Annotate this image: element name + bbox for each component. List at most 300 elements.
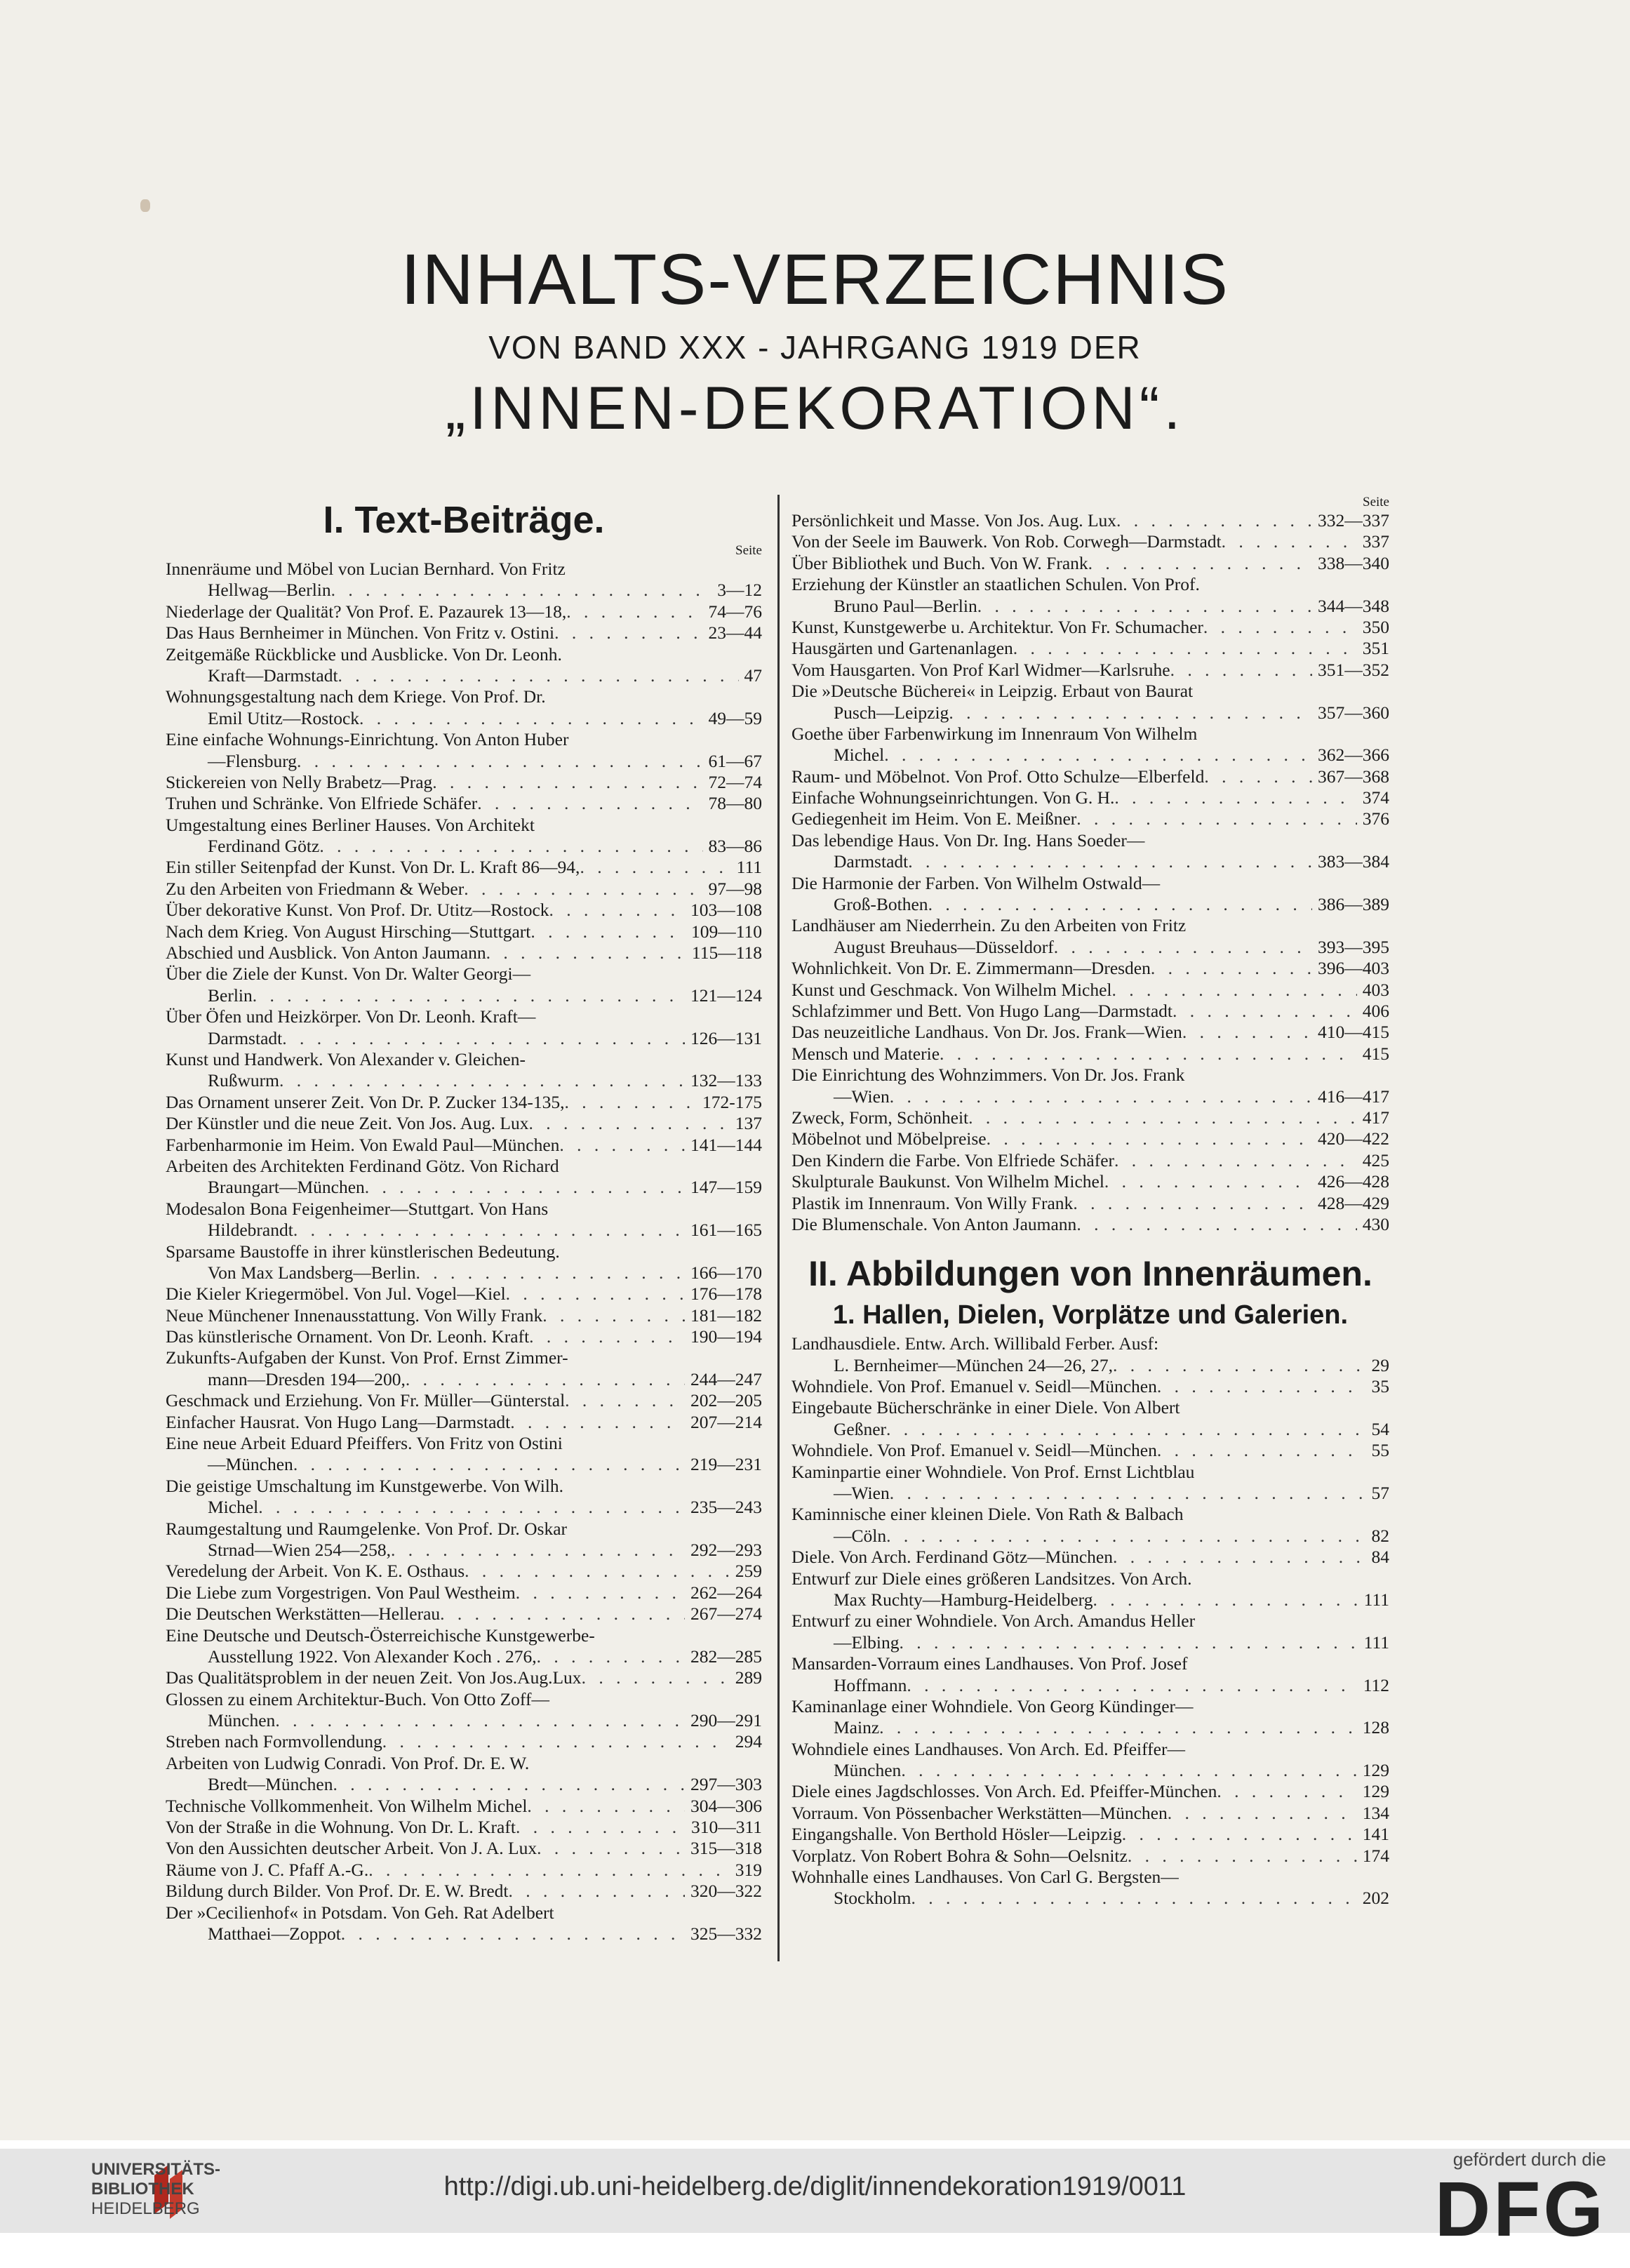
toc-entry — [791, 1001, 1389, 1022]
dot-leader — [879, 1717, 1357, 1738]
toc-entry-text: Goethe über Farbenwirkung im Innenraum Von Wilhelm — [791, 723, 1198, 744]
dot-leader — [527, 1796, 685, 1817]
toc-line — [791, 1376, 1389, 1397]
toc-entry-text: Über Bibliothek und Buch. Von W. Frank — [791, 552, 1088, 573]
toc-page-number: 72—74 — [708, 771, 762, 792]
toc-line — [791, 1128, 1389, 1149]
toc-entry-text: Hausgärten und Gartenanlagen — [791, 638, 1013, 659]
toc-entry — [791, 1547, 1389, 1568]
dot-leader — [331, 580, 712, 601]
toc-entry-text: Umgestaltung eines Berliner Hauses. Von Architekt — [166, 814, 535, 835]
dot-leader — [368, 1860, 730, 1881]
toc-entry-text: Einfacher Hausrat. Von Hugo Lang—Darmstadt — [166, 1411, 511, 1432]
dot-leader — [406, 1369, 685, 1390]
toc-entry-text: Michel — [834, 745, 885, 766]
toc-entry — [791, 660, 1389, 681]
toc-page-number: 54 — [1371, 1418, 1389, 1439]
section-heading-text: I. Text-Beiträge. — [323, 499, 605, 541]
dot-leader — [1113, 1547, 1366, 1568]
toc-entry-text: Wohnhalle eines Landhauses. Von Carl G. Bergsten— — [791, 1867, 1179, 1888]
dot-leader — [1157, 1376, 1366, 1397]
toc-entry-text: Darmstadt — [208, 1027, 283, 1048]
toc-page-number: 351 — [1362, 638, 1389, 659]
toc-line — [166, 1241, 762, 1262]
toc-entry — [166, 1817, 762, 1838]
toc-entry-text: Vorplatz. Von Robert Bohra & Sohn—Oelsnitz — [791, 1845, 1128, 1866]
dot-leader — [901, 1760, 1356, 1781]
dot-leader — [565, 1390, 685, 1411]
toc-page-number: 386—389 — [1318, 894, 1389, 915]
toc-entry-text: Technische Vollkommenheit. Von Wilhelm Michel — [166, 1795, 528, 1816]
toc-line — [791, 1397, 1389, 1418]
toc-line — [791, 1214, 1389, 1235]
toc-line — [166, 942, 762, 963]
toc-line — [791, 1568, 1389, 1589]
toc-entry-text: Truhen und Schränke. Von Elfriede Schäfer — [166, 793, 478, 814]
toc-page-number: 294 — [735, 1731, 762, 1752]
toc-entry — [166, 1476, 762, 1519]
toc-entry-text: Zeitgemäße Rückblicke und Ausblicke. Von Dr. Leonh. — [166, 643, 562, 665]
toc-entry-text: Kunst und Handwerk. Von Alexander v. Gleichen- — [166, 1048, 526, 1069]
toc-line — [166, 1092, 762, 1113]
toc-line — [791, 1193, 1389, 1214]
page-title-block — [0, 237, 1630, 445]
dot-leader — [549, 900, 685, 921]
toc-entry-text: Wohnlichkeit. Von Dr. E. Zimmermann—Dresden — [791, 958, 1151, 979]
toc-entry-text: —Cöln — [834, 1525, 887, 1546]
toc-entry-text: Die »Deutsche Bücherei« in Leipzig. Erbaut von Baurat — [791, 681, 1194, 702]
toc-entry — [791, 1803, 1389, 1824]
toc-entry-text: Ferdinand Götz — [208, 836, 320, 857]
toc-entry-text: Räume von J. C. Pfaff A.-G. — [166, 1859, 369, 1880]
toc-entry — [166, 729, 762, 772]
toc-entry-text: Geßner — [834, 1418, 887, 1439]
toc-line — [166, 1902, 762, 1923]
toc-entry — [166, 921, 762, 942]
toc-line — [791, 510, 1389, 531]
toc-entry — [791, 1568, 1389, 1611]
dot-leader — [1128, 1846, 1357, 1867]
toc-page-number: 49—59 — [708, 707, 762, 728]
toc-line — [166, 1135, 762, 1156]
dot-leader — [582, 1667, 730, 1688]
toc-entry — [791, 1653, 1389, 1696]
toc-entry-text: Streben nach Formvollendung — [166, 1731, 382, 1752]
toc-entry-text: Kaminanlage einer Wohndiele. Von Georg Kündinger— — [791, 1695, 1194, 1716]
toc-entry — [166, 559, 762, 601]
toc-entry-text: Farbenharmonie im Heim. Von Ewald Paul—München — [166, 1134, 560, 1155]
toc-entry — [166, 1241, 762, 1284]
toc-entry-text: Das künstlerische Ornament. Von Dr. Leonh. Kraft — [166, 1326, 530, 1347]
toc-entry-text: Michel — [208, 1497, 259, 1518]
toc-page-number: 172-175 — [702, 1091, 762, 1112]
toc-page-number: 103—108 — [690, 900, 762, 921]
toc-entry-text: Einfache Wohnungseinrichtungen. Von G. H. — [791, 787, 1115, 808]
toc-entry-text: Über dekorative Kunst. Von Prof. Dr. Utitz—Rostock — [166, 900, 549, 921]
page-spot — [140, 199, 150, 212]
toc-page-number: 376 — [1362, 808, 1389, 829]
toc-line — [791, 1675, 1389, 1696]
toc-line — [791, 1739, 1389, 1760]
toc-line — [166, 1156, 762, 1177]
toc-entry-text: Das neuzeitliche Landhaus. Von Dr. Jos. Frank—Wien — [791, 1022, 1182, 1043]
toc-entry-text: Plastik im Innenraum. Von Willy Frank — [791, 1192, 1074, 1213]
toc-entry-text: Niederlage der Qualität? Von Prof. E. Pazaurek 13—18, — [166, 601, 567, 622]
dot-leader — [293, 1454, 685, 1475]
toc-entry-text: Die Harmonie der Farben. Von Wilhelm Ostwald— — [791, 872, 1161, 893]
toc-entry-text: Die Kieler Kriegermöbel. Von Jul. Vogel—Kiel — [166, 1283, 506, 1305]
toc-page-number: 61—67 — [708, 750, 762, 771]
dot-leader — [1104, 1171, 1312, 1192]
toc-line — [166, 815, 762, 836]
toc-entry — [791, 1333, 1389, 1376]
toc-line — [791, 574, 1389, 595]
dot-leader — [900, 1632, 1358, 1653]
dot-leader — [968, 1107, 1357, 1128]
toc-page-number: 350 — [1362, 616, 1389, 637]
toc-entry — [166, 857, 762, 878]
dot-leader — [382, 1731, 730, 1752]
toc-entry — [166, 1881, 762, 1902]
toc-entry — [166, 942, 762, 963]
toc-entry — [791, 723, 1389, 766]
toc-page-number: 190—194 — [690, 1326, 762, 1347]
toc-entry-text: München — [208, 1710, 276, 1731]
toc-entry — [166, 686, 762, 729]
column-divider — [777, 495, 780, 1961]
dot-leader — [1114, 1150, 1357, 1171]
toc-entry — [166, 1390, 762, 1411]
toc-page-number: 202 — [1362, 1888, 1389, 1909]
toc-entry-text: Mansarden-Vorraum eines Landhauses. Von Prof. Josef — [791, 1653, 1188, 1674]
toc-line — [166, 1838, 762, 1859]
toc-line — [166, 1028, 762, 1049]
toc-entry — [166, 1092, 762, 1113]
toc-line — [791, 766, 1389, 787]
toc-entry — [791, 766, 1389, 787]
dot-leader — [1013, 638, 1357, 659]
toc-line — [791, 531, 1389, 552]
toc-line — [166, 1710, 762, 1731]
toc-page-number: 3—12 — [717, 580, 762, 601]
toc-entry-text: Bredt—München — [208, 1774, 333, 1795]
toc-line — [791, 1867, 1389, 1888]
toc-line — [166, 1177, 762, 1198]
toc-page-number: 428—429 — [1318, 1192, 1389, 1213]
toc-entry — [166, 1667, 762, 1688]
toc-entry — [166, 900, 762, 921]
dot-leader — [365, 1177, 685, 1198]
toc-entry-text: —München — [208, 1454, 293, 1475]
toc-entry — [166, 1347, 762, 1390]
toc-entry — [791, 980, 1389, 1001]
toc-entry — [166, 1326, 762, 1347]
toc-entry-text: Raum- und Möbelnot. Von Prof. Otto Schulze—Elberfeld — [791, 766, 1205, 787]
dot-leader — [391, 1540, 685, 1561]
toc-entry-text: Nach dem Krieg. Von August Hirsching—Stuttgart — [166, 921, 531, 942]
toc-line — [166, 1070, 762, 1091]
toc-page-number: 84 — [1371, 1547, 1389, 1568]
dot-leader — [338, 665, 739, 686]
toc-entry — [791, 1043, 1389, 1065]
toc-entry-text: Zukunfts-Aufgaben der Kunst. Von Prof. Ernst Zimmer- — [166, 1347, 568, 1368]
toc-entry-text: Bruno Paul—Berlin — [834, 595, 977, 616]
dot-leader — [1113, 1355, 1365, 1376]
toc-entry-text: Groß-Bothen — [834, 894, 928, 915]
dot-leader — [537, 1646, 685, 1667]
toc-entry-text: Eingebaute Bücherschränke in einer Diele. Von Albert — [791, 1397, 1180, 1418]
toc-entry — [166, 1860, 762, 1881]
toc-entry — [791, 1610, 1389, 1653]
toc-entry — [791, 553, 1389, 574]
section-heading-images: II. Abbildungen von Innenräumen. — [808, 1254, 1372, 1294]
dot-leader — [908, 851, 1312, 872]
toc-entry — [166, 1902, 762, 1945]
toc-entry-text: Wohnungsgestaltung nach dem Kriege. Von Prof. Dr. — [166, 686, 546, 707]
toc-page-number: 111 — [736, 857, 762, 878]
dot-leader — [580, 857, 730, 878]
journal-title: „INNEN-DEKORATION“. — [445, 375, 1185, 442]
toc-line — [791, 1589, 1389, 1610]
dot-leader — [486, 942, 686, 963]
toc-entry — [791, 873, 1389, 916]
toc-line — [791, 894, 1389, 915]
toc-entry — [791, 1867, 1389, 1909]
toc-entry-text: —Elbing — [834, 1632, 900, 1653]
toc-page-number: 403 — [1362, 979, 1389, 1000]
toc-line — [166, 1689, 762, 1710]
toc-line — [791, 1803, 1389, 1824]
toc-line — [166, 1582, 762, 1603]
toc-line — [166, 644, 762, 665]
toc-entry-text: Hellwag—Berlin — [208, 580, 331, 601]
toc-line — [166, 1753, 762, 1774]
dot-leader — [1122, 1824, 1357, 1845]
toc-line — [166, 1390, 762, 1411]
toc-entry-text: Eine Deutsche und Deutsch-Österreichische Kunstgewerbe- — [166, 1625, 595, 1646]
toc-entry — [166, 1603, 762, 1625]
toc-line — [166, 985, 762, 1006]
sponsor-text: gefördert durch die — [1452, 2149, 1606, 2170]
toc-page-number: 244—247 — [690, 1368, 762, 1389]
toc-page-number: 29 — [1371, 1354, 1389, 1375]
toc-entry-text: Matthaei—Zoppot — [208, 1923, 341, 1944]
toc-entry-text: Ausstellung 1922. Von Alexander Koch . 276, — [208, 1646, 537, 1667]
toc-line — [791, 830, 1389, 851]
toc-line — [791, 1483, 1389, 1504]
toc-page-number: 111 — [1363, 1632, 1389, 1653]
dot-leader — [1203, 617, 1357, 638]
toc-entry — [791, 1440, 1389, 1461]
toc-page-number: 129 — [1362, 1760, 1389, 1781]
toc-line — [166, 1881, 762, 1902]
toc-line — [166, 1796, 762, 1817]
toc-entry-text: Das Qualitätsproblem in der neuen Zeit. Von Jos.Aug.Lux — [166, 1667, 582, 1688]
toc-entry — [791, 1846, 1389, 1867]
toc-entry-text: Zweck, Form, Schönheit — [791, 1107, 969, 1128]
toc-page-number: 82 — [1371, 1525, 1389, 1546]
toc-entry — [166, 963, 762, 1006]
toc-line — [791, 1824, 1389, 1845]
toc-line — [791, 1001, 1389, 1022]
toc-entry-text: Möbelnot und Möbelpreise — [791, 1128, 987, 1149]
toc-line — [166, 857, 762, 878]
toc-entry — [166, 644, 762, 687]
toc-page-number: 337 — [1362, 531, 1389, 552]
toc-page-number: 141 — [1362, 1824, 1389, 1845]
dot-leader — [566, 601, 702, 622]
toc-line — [791, 596, 1389, 617]
toc-entry — [791, 1504, 1389, 1547]
toc-entry-text: Landhäuser am Niederrhein. Zu den Arbeiten von Fritz — [791, 915, 1187, 936]
toc-page-number: 97—98 — [708, 878, 762, 899]
toc-entry — [791, 1376, 1389, 1397]
toc-line — [166, 1476, 762, 1497]
toc-page-number: 362—366 — [1318, 745, 1389, 766]
toc-entry-text: Rußwurm — [208, 1070, 279, 1091]
toc-line — [166, 1540, 762, 1561]
toc-entry-text: Zu den Arbeiten von Friedmann & Weber — [166, 878, 465, 899]
dot-leader — [1076, 808, 1356, 829]
toc-list — [166, 559, 762, 1945]
toc-entry-text: Hildebrandt — [208, 1220, 293, 1241]
toc-line — [166, 1454, 762, 1475]
toc-page-number: 78—80 — [708, 793, 762, 814]
toc-entry-text: Kraft—Darmstadt — [208, 665, 338, 686]
toc-entry-text: Den Kindern die Farbe. Von Elfriede Schäfer — [791, 1149, 1115, 1170]
toc-line — [791, 787, 1389, 808]
toc-line — [166, 879, 762, 900]
toc-entry — [166, 1412, 762, 1433]
toc-entry — [166, 1113, 762, 1134]
toc-page-number: 396—403 — [1318, 958, 1389, 979]
toc-entry-text: Strnad—Wien 254—258, — [208, 1539, 392, 1560]
toc-page-number: 430 — [1362, 1213, 1389, 1234]
toc-line — [166, 1625, 762, 1646]
toc-entry — [791, 638, 1389, 659]
toc-entry — [166, 1625, 762, 1668]
toc-entry — [791, 1214, 1389, 1235]
subsection-heading: 1. Hallen, Dielen, Vorplätze und Galerien. — [832, 1300, 1349, 1330]
toc-entry-text: Neue Münchener Innenausstattung. Von Willy Frank — [166, 1305, 543, 1326]
toc-entry-text: Eine neue Arbeit Eduard Pfeiffers. Von Fritz von Ostini — [166, 1433, 563, 1454]
dot-leader — [319, 836, 702, 857]
toc-page-number: 141—144 — [690, 1134, 762, 1155]
page-subtitle: VON BAND XXX - JAHRGANG 1919 DER — [488, 329, 1142, 366]
toc-page-number: 207—214 — [690, 1411, 762, 1432]
toc-entry-text: Schlafzimmer und Bett. Von Hugo Lang—Darmstadt — [791, 1000, 1173, 1021]
toc-page-number: 147—159 — [690, 1177, 762, 1198]
toc-entry-text: Kaminpartie einer Wohndiele. Von Prof. Ernst Lichtblau — [791, 1461, 1195, 1482]
toc-line — [791, 958, 1389, 979]
toc-page-number: 219—231 — [690, 1454, 762, 1475]
toc-line — [791, 1043, 1389, 1065]
toc-entry-text: Darmstadt — [834, 851, 909, 872]
toc-entry-text: Hoffmann — [834, 1674, 907, 1695]
toc-entry — [791, 808, 1389, 829]
toc-entry-text: München — [834, 1760, 902, 1781]
toc-page-number: 415 — [1362, 1043, 1389, 1064]
toc-line — [166, 921, 762, 942]
toc-line — [791, 1022, 1389, 1043]
toc-line — [166, 580, 762, 601]
toc-entry-text: Emil Utitz—Rostock — [208, 707, 360, 728]
toc-page-number: 290—291 — [690, 1710, 762, 1731]
toc-entry — [791, 1128, 1389, 1149]
toc-line — [166, 772, 762, 793]
toc-page-number: 161—165 — [690, 1220, 762, 1241]
toc-list — [791, 510, 1389, 1235]
toc-entry — [166, 772, 762, 793]
dot-leader — [987, 1128, 1312, 1149]
dot-leader — [911, 1888, 1357, 1909]
toc-line — [791, 723, 1389, 745]
toc-line — [166, 1347, 762, 1368]
toc-line — [166, 1220, 762, 1241]
toc-entry-text: Geschmack und Erziehung. Von Fr. Müller—Günterstal — [166, 1390, 566, 1411]
toc-entry-text: Vorraum. Von Pössenbacher Werkstätten—München — [791, 1802, 1168, 1823]
toc-entry — [166, 1519, 762, 1561]
toc-entry-text: Die Einrichtung des Wohnzimmers. Von Dr. Jos. Frank — [791, 1065, 1185, 1086]
toc-page-number: 23—44 — [708, 622, 762, 643]
toc-entry-text: Stickereien von Nelly Brabetz—Prag — [166, 771, 433, 792]
source-url-link[interactable]: http://digi.ub.uni-heidelberg.de/diglit/innendekoration1919/0011 — [443, 2172, 1187, 2201]
dot-leader — [949, 702, 1312, 723]
toc-line — [791, 1696, 1389, 1717]
dot-leader — [416, 1262, 685, 1283]
dot-leader — [516, 1817, 686, 1838]
toc-line — [166, 1305, 762, 1326]
toc-entry-text: Eine einfache Wohnungs-Einrichtung. Von Anton Huber — [166, 729, 569, 750]
dot-leader — [510, 1412, 685, 1433]
toc-entry-text: Braungart—München — [208, 1177, 365, 1198]
dot-leader — [253, 985, 685, 1006]
toc-page-number: 338—340 — [1318, 552, 1389, 573]
toc-entry — [166, 1305, 762, 1326]
dot-leader — [1076, 1214, 1356, 1235]
dot-leader — [907, 1675, 1357, 1696]
toc-entry-text: Die Blumenschale. Von Anton Jaumann — [791, 1213, 1077, 1234]
toc-page-number: 310—311 — [690, 1817, 762, 1838]
toc-entry-text: Mainz — [834, 1717, 880, 1738]
left-column — [166, 497, 762, 1945]
toc-line — [791, 1171, 1389, 1192]
dot-leader — [275, 1710, 685, 1731]
dot-leader — [506, 1283, 685, 1305]
toc-line — [166, 1561, 762, 1582]
toc-line — [166, 1412, 762, 1433]
toc-page-number: 319 — [735, 1859, 762, 1880]
toc-line — [791, 638, 1389, 659]
toc-entry — [166, 1689, 762, 1732]
toc-page-number: 420—422 — [1318, 1128, 1389, 1149]
toc-entry-text: Skulpturale Baukunst. Von Wilhelm Michel — [791, 1171, 1104, 1192]
toc-line — [166, 1774, 762, 1795]
dot-leader — [1093, 1589, 1358, 1610]
toc-page-number: 112 — [1363, 1674, 1389, 1695]
page-column-label: Seite — [1363, 495, 1389, 509]
toc-entry — [791, 617, 1389, 638]
toc-entry — [166, 879, 762, 900]
toc-line — [791, 915, 1389, 936]
toc-line — [791, 1888, 1389, 1909]
toc-line — [791, 1462, 1389, 1483]
toc-entry — [166, 1582, 762, 1603]
toc-entry-text: Sparsame Baustoffe in ihrer künstlerischen Bedeutung. — [166, 1241, 560, 1262]
toc-line — [791, 1846, 1389, 1867]
toc-entry — [791, 1171, 1389, 1192]
right-column — [791, 495, 1389, 1909]
